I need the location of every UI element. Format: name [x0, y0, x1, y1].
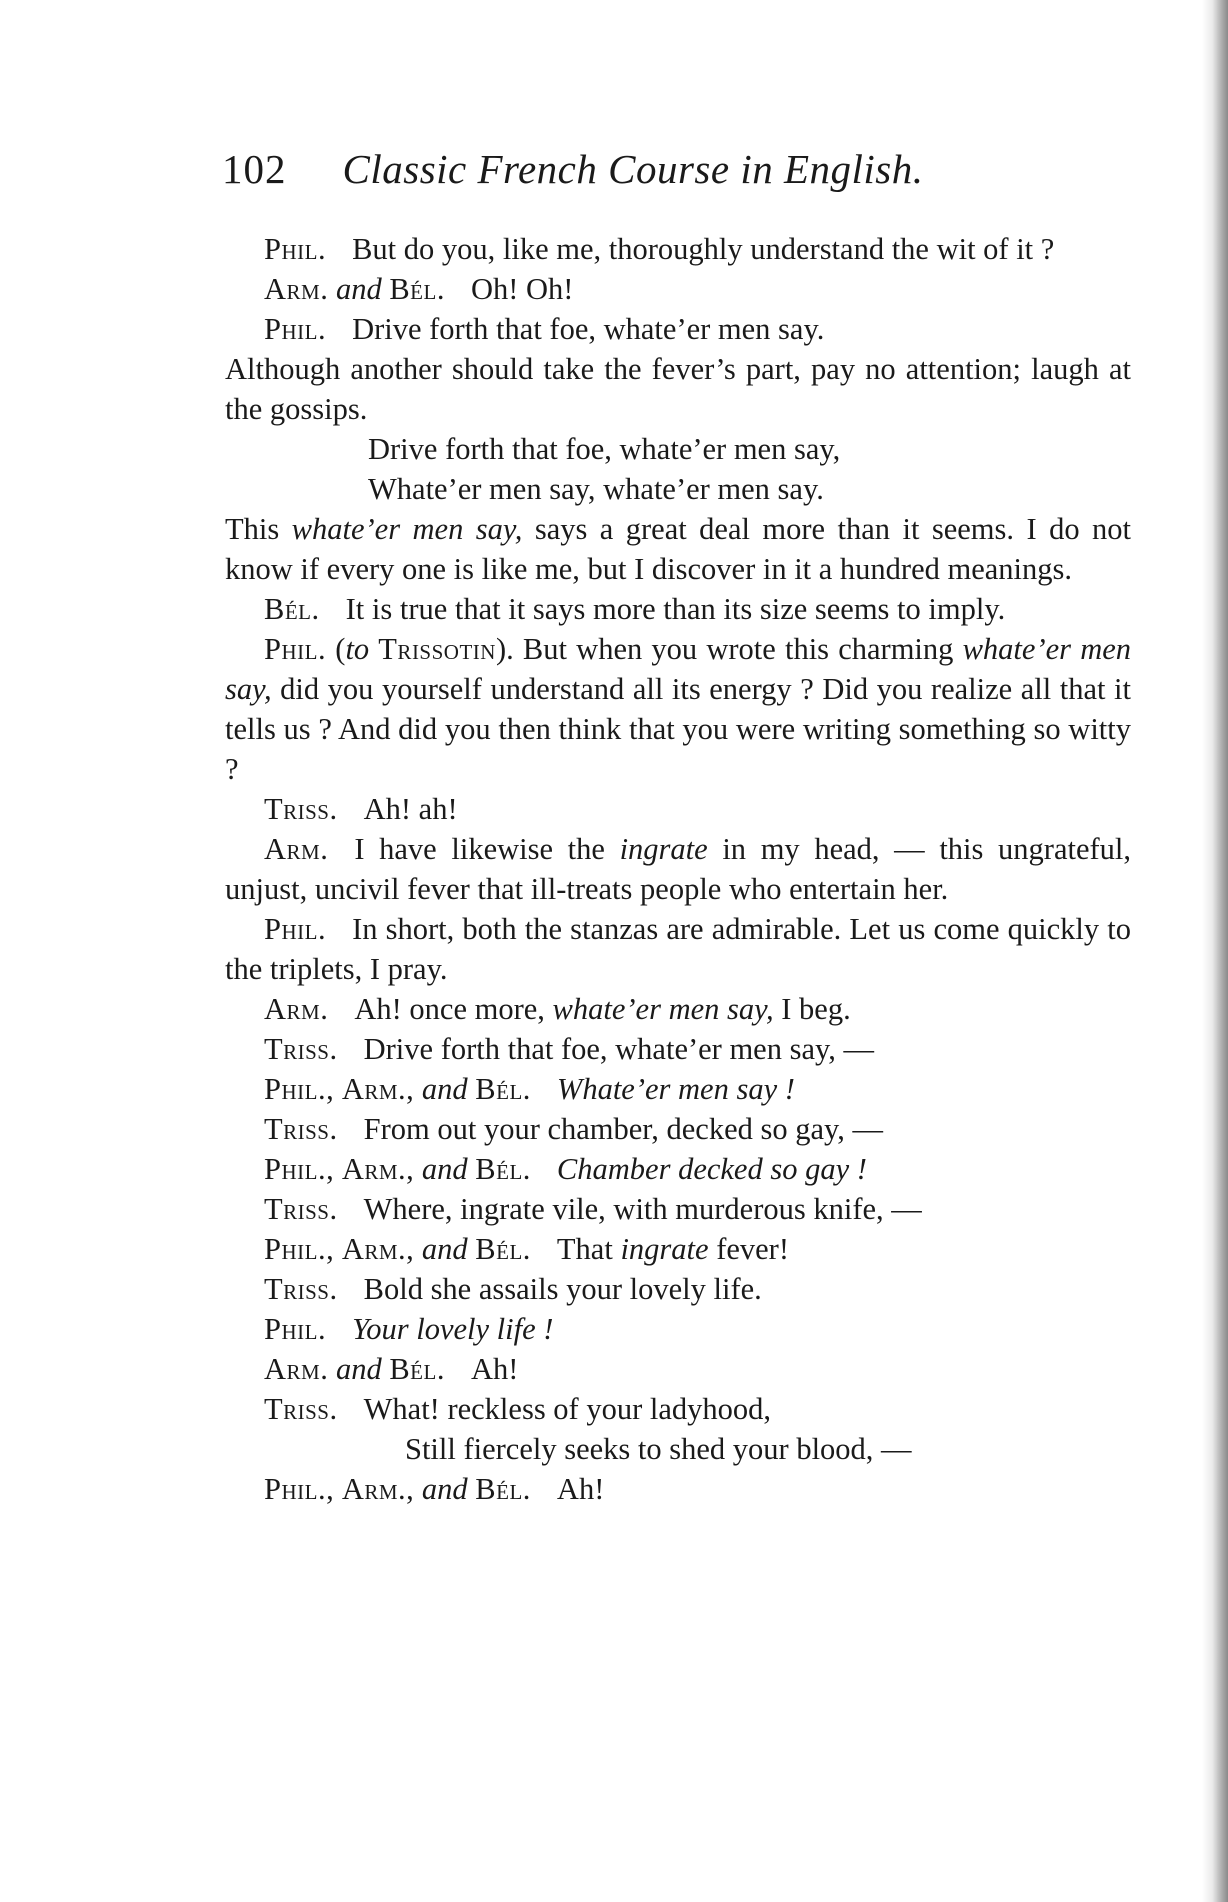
speaker: Arm.,	[341, 1072, 415, 1106]
speech-chorus-3	[225, 1229, 1131, 1269]
speech-text: Oh! Oh!	[470, 272, 574, 306]
speech-text: Ah! once more,	[354, 992, 553, 1026]
speaker-conjunction: and	[421, 1472, 468, 1506]
speech-text: fever!	[708, 1232, 789, 1266]
speech-triss-1	[225, 789, 1131, 829]
speech-text: Ah!	[556, 1472, 605, 1506]
speech-text: (	[335, 632, 346, 666]
speaker: Arm.	[264, 992, 329, 1026]
speaker-conjunction: and	[335, 1352, 382, 1386]
speaker: Bél.	[475, 1472, 531, 1506]
speech-triss-2	[225, 1029, 1131, 1069]
speaker: Phil.,	[264, 1152, 335, 1186]
speaker-conjunction: and	[421, 1072, 468, 1106]
italic-phrase: whate’er men say,	[225, 632, 1132, 706]
speaker: Arm.,	[341, 1152, 415, 1186]
speaker: Phil.,	[264, 1472, 335, 1506]
speech-chorus-2	[225, 1149, 1131, 1189]
page-number: 102	[222, 146, 287, 192]
speech-text: This	[225, 512, 292, 546]
speaker: Phil.,	[264, 1232, 335, 1266]
verse-line	[225, 469, 1131, 509]
speech-text: Your lovely life !	[352, 1312, 554, 1346]
speech-phil-4	[225, 909, 1131, 989]
verse-line	[225, 429, 1131, 469]
speaker: Bél.	[389, 272, 445, 306]
speaker: Triss.	[264, 1112, 338, 1146]
speaker: Triss.	[264, 792, 338, 826]
speech-text: in my head, — this ungrateful, unjust, uncivil fever that ill-treats people who entertain her.	[225, 832, 1131, 906]
speech-text: Ah!	[470, 1352, 519, 1386]
speech-triss-5	[225, 1269, 1131, 1309]
speaker: Triss.	[264, 1192, 338, 1226]
speaker: Phil.	[264, 632, 327, 666]
speech-text: That	[556, 1232, 621, 1266]
speaker-conjunction: and	[421, 1152, 468, 1186]
speech-text: Where, ingrate vile, with murderous knife, —	[363, 1192, 922, 1226]
speech-text: Drive forth that foe, whate’er men say.	[352, 312, 825, 346]
stage-direction: to	[345, 632, 370, 666]
speaker-conjunction: and	[335, 272, 382, 306]
speaker: Phil.,	[264, 1072, 335, 1106]
speaker: Triss.	[264, 1032, 338, 1066]
speech-arm-bel-1	[225, 269, 1131, 309]
speech-text: I have likewise the	[354, 832, 620, 866]
speaker: Arm.	[264, 832, 329, 866]
speaker: Arm.,	[341, 1232, 415, 1266]
verse-text: Still fiercely seeks to shed your blood, —	[405, 1432, 912, 1466]
italic-phrase: whate’er men say,	[291, 512, 523, 546]
speech-text: From out your chamber, decked so gay, —	[363, 1112, 884, 1146]
speaker: Triss.	[264, 1392, 338, 1426]
speech-arm-2	[225, 989, 1131, 1029]
speech-text: I beg.	[773, 992, 851, 1026]
running-title: Classic French Course in English.	[342, 146, 924, 192]
speaker: Arm.,	[341, 1472, 415, 1506]
speaker: Bél.	[475, 1072, 531, 1106]
addressee: Trissotin	[369, 632, 496, 666]
page-edge-shadow	[1202, 0, 1228, 1902]
running-header	[222, 145, 1132, 193]
verse-continuation	[225, 1429, 1131, 1469]
speech-text: Whate’er men say !	[556, 1072, 795, 1106]
speaker: Phil.	[264, 912, 327, 946]
speech-text: But do you, like me, thoroughly understand the wit of it ?	[352, 232, 1055, 266]
speaker: Bél.	[475, 1152, 531, 1186]
speech-text: Drive forth that foe, whate’er men say, —	[363, 1032, 875, 1066]
speech-text: says a great deal more than it seems. I do not know if every one is like me, but I discover in it a hundred meanings.	[225, 512, 1131, 586]
verse-text: Drive forth that foe, whate’er men say,	[368, 432, 841, 466]
speech-text: ). But when you wrote this charming	[495, 632, 963, 666]
speech-text: In short, both the stanzas are admirable. Let us come quickly to the triplets, I pray.	[225, 912, 1131, 986]
speech-text: Chamber decked so gay !	[556, 1152, 867, 1186]
speech-text: It is true that it says more than its size seems to imply.	[345, 592, 1006, 626]
speaker: Bél.	[264, 592, 320, 626]
speaker: Triss.	[264, 1272, 338, 1306]
speech-text: Ah! ah!	[363, 792, 458, 826]
speech-triss-3	[225, 1109, 1131, 1149]
speech-triss-4	[225, 1189, 1131, 1229]
speech-text: did you yourself understand all its energy ? Did you realize all that it tells us ? And did you then think that you were writing something so witty ?	[225, 672, 1131, 786]
prose-line	[225, 509, 1131, 589]
italic-phrase: whate’er men say,	[552, 992, 774, 1026]
speaker: Arm.	[264, 272, 329, 306]
speaker: Phil.	[264, 232, 327, 266]
speech-text: Although another should take the fever’s part, pay no attention; laugh at the gossips.	[225, 352, 1131, 426]
speech-arm-1	[225, 829, 1131, 909]
speaker-conjunction: and	[421, 1232, 468, 1266]
speech-chorus-1	[225, 1069, 1131, 1109]
speech-text: Bold she assails your lovely life.	[363, 1272, 762, 1306]
speaker: Phil.	[264, 1312, 327, 1346]
page-body	[225, 229, 1131, 1509]
speech-chorus-4	[225, 1469, 1131, 1509]
speech-bel-1	[225, 589, 1131, 629]
speech-phil-5	[225, 1309, 1131, 1349]
speech-phil-2	[225, 309, 1131, 349]
speech-phil-3	[225, 629, 1131, 789]
speaker: Bél.	[475, 1232, 531, 1266]
speech-triss-6	[225, 1389, 1131, 1429]
speaker: Bél.	[389, 1352, 445, 1386]
speaker: Arm.	[264, 1352, 329, 1386]
speaker: Phil.	[264, 312, 327, 346]
prose-line	[225, 349, 1131, 429]
italic-phrase: ingrate	[619, 832, 708, 866]
speech-phil-1	[225, 229, 1131, 269]
verse-text: Whate’er men say, whate’er men say.	[368, 472, 824, 506]
speech-arm-bel-2	[225, 1349, 1131, 1389]
speech-text: What! reckless of your ladyhood,	[363, 1392, 772, 1426]
italic-phrase: ingrate	[620, 1232, 709, 1266]
